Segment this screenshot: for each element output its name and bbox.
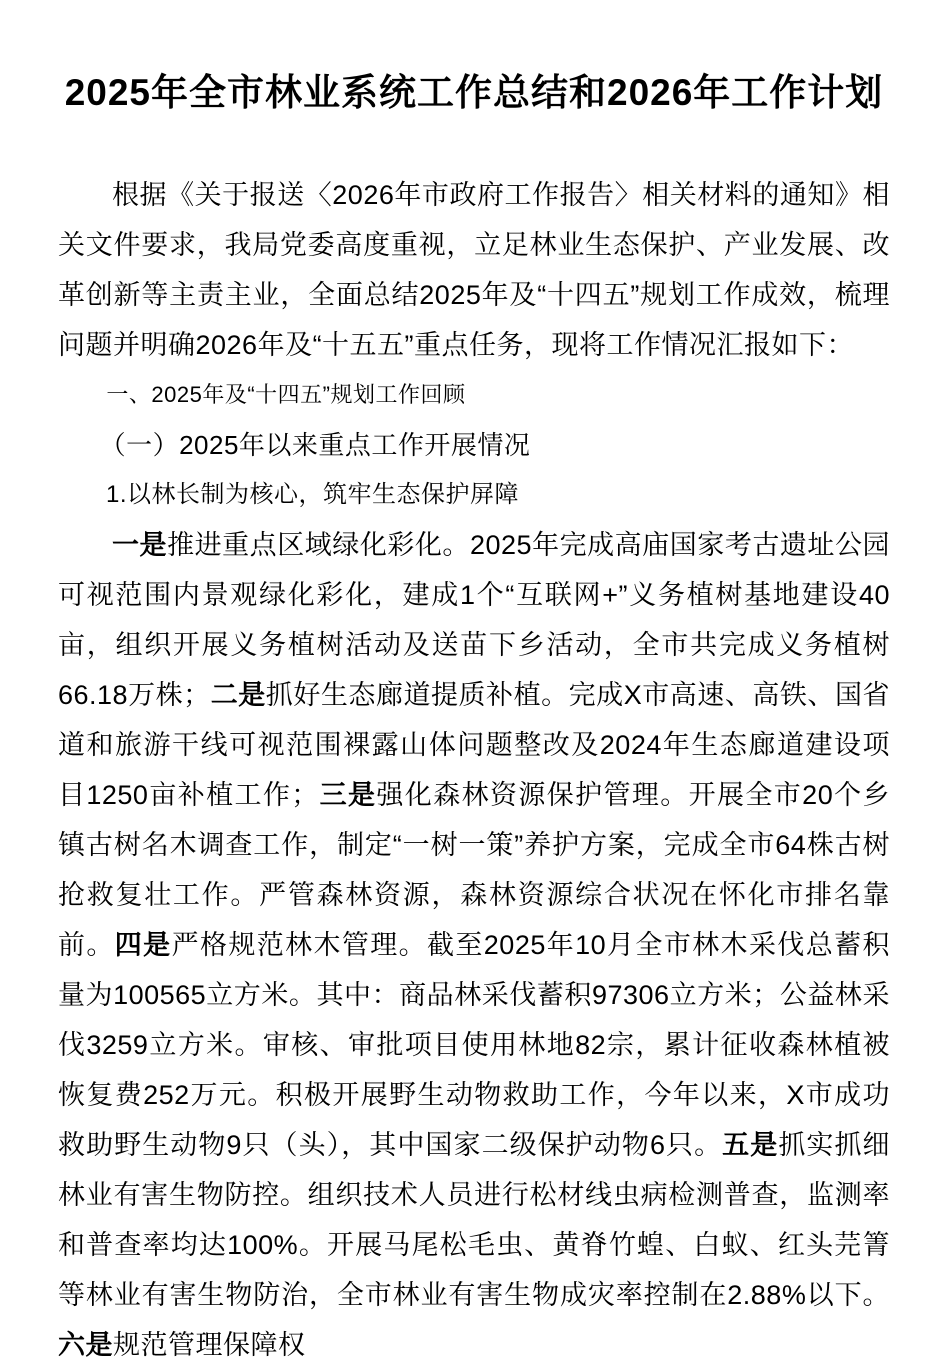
subsection-1-heading: （一）2025年以来重点工作开展情况 [99,430,531,460]
bold-text-run: 四是 [114,930,172,960]
bold-text-run: 一是 [112,530,168,560]
text-run: 抓实抓细林业有害生物防控。组织技术人员进行松材线虫病检测普查，监测率和普查率均达100%。开展马尾松毛虫、黄脊竹蝗、白蚁、红头芫箐等林业有害生物防治，全市林业有害生物成灾率控制在2.88%以下。 [58,1130,891,1310]
text-run: 推进重点区域绿化彩化。2025年完成高庙国家考古遗址公园可视范围内景观绿化彩化，建成1个“互联网+”义务植树基地建设40亩，组织开展义务植树活动及送苗下乡活动，全市共完成义务植树66.18万株； [58,530,890,710]
bold-text-run: 三是 [318,780,377,810]
section-1-heading: 一、2025年及“十四五”规划工作回顾 [106,382,466,407]
text-run: 抓好生态廊道提质补植。完成X市高速、高铁、国省道和旅游干线可视范围裸露山体问题整改及2024年生态廊道建设项目1250亩补植工作； [58,680,891,810]
text-run: 严格规范林木管理。截至2025年10月全市林木采伐总蓄积量为100565立方米。其中：商品林采伐蓄积97306立方米；公益林采伐3259立方米。审核、审批项目使用林地82宗，累计征收森林植被恢复费252万元。积极开展野生动物救助工作，今年以来，X市成功救助野生动物9只（头），其中国家二级保护动物6只。 [58,930,891,1160]
bold-text-run: 六是 [58,1330,113,1360]
bold-text-run: 五是 [722,1130,779,1160]
point-1-heading: 1.以林长制为核心，筑牢生态保护屏障 [106,481,520,508]
intro-paragraph: 根据《关于报送〈2026年市政府工作报告〉相关材料的通知》相关文件要求，我局党委高度重视，立足林业生态保护、产业发展、改革创新等主责主业，全面总结2025年及“十四五”规划工作成效，梳理问题并明确2026年及“十五五”重点任务，现将工作情况汇报如下： [58,180,890,360]
text-run: 规范管理保障权 [113,1330,306,1360]
document-title: 2025年全市林业系统工作总结和2026年工作计划 [64,72,884,113]
point-1-paragraph [58,520,890,1370]
text-run: 强化森林资源保护管理。开展全市20个乡镇古树名木调查工作，制定“一树一策”养护方案，完成全市64株古树抢救复壮工作。严管森林资源，森林资源综合状况在怀化市排名靠前。 [58,780,890,960]
bold-text-run: 二是 [210,680,266,710]
